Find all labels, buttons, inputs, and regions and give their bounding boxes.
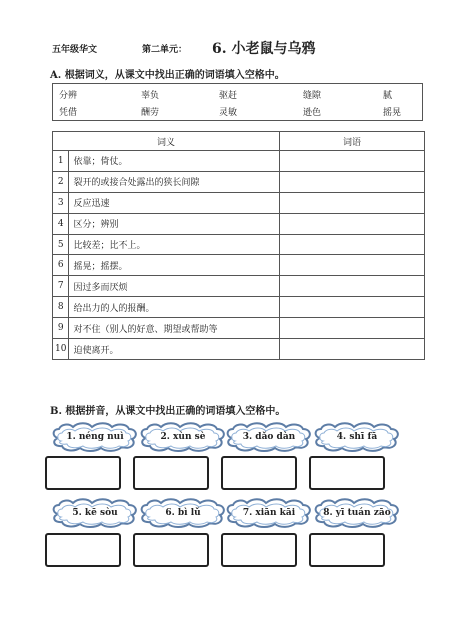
pinyin-cloud xyxy=(50,498,140,528)
answer-box[interactable] xyxy=(45,533,121,567)
word-bank-item: 缝隙 xyxy=(303,91,322,101)
answer-cell[interactable] xyxy=(280,171,425,192)
row-number: 4 xyxy=(53,213,69,234)
table-row xyxy=(53,255,425,276)
answer-cell[interactable] xyxy=(280,276,425,297)
answer-box[interactable] xyxy=(133,533,209,567)
meaning-header: 词义 xyxy=(53,132,280,151)
word-bank-item: 驱赶 xyxy=(219,91,238,101)
word-bank-item: 灵敏 xyxy=(219,108,238,118)
answer-cell[interactable] xyxy=(280,318,425,339)
pinyin-cloud xyxy=(224,422,314,452)
word-bank-item: 逊色 xyxy=(303,108,322,118)
answer-box[interactable] xyxy=(309,456,385,490)
pinyin-label: 1. néng nuì xyxy=(66,432,124,442)
table-row xyxy=(53,234,425,255)
word-bank xyxy=(52,83,423,121)
pinyin-cloud xyxy=(138,498,228,528)
answer-box[interactable] xyxy=(309,533,385,567)
definition-table xyxy=(52,131,425,360)
row-number: 2 xyxy=(53,171,69,192)
pinyin-label: 7. xiān kāi xyxy=(242,508,296,518)
row-number: 9 xyxy=(53,318,69,339)
answer-cell[interactable] xyxy=(280,255,425,276)
pinyin-cloud xyxy=(224,498,314,528)
answer-cell[interactable] xyxy=(280,151,425,172)
section-b-instruction: B. 根据拼音，从课文中找出正确的词语填入空格中。 xyxy=(50,406,286,417)
row-meaning: 反应迅速 xyxy=(69,192,280,213)
unit-label: 第二单元： xyxy=(142,45,188,55)
row-number: 1 xyxy=(53,151,69,172)
table-header-row xyxy=(53,132,425,151)
table-row xyxy=(53,213,425,234)
pinyin-label: 6. bì lǔ xyxy=(165,508,201,518)
row-meaning: 给出力的人的报酬。 xyxy=(69,297,280,318)
answer-cell[interactable] xyxy=(280,297,425,318)
lesson-title: 6. 小老鼠与乌鸦 xyxy=(212,41,316,57)
word-bank-item: 酬劳 xyxy=(141,108,160,118)
word-header: 词语 xyxy=(280,132,425,151)
word-bank-item: 摇晃 xyxy=(383,108,402,118)
table-row xyxy=(53,318,425,339)
row-meaning: 依靠；倚仗。 xyxy=(69,151,280,172)
table-row xyxy=(53,151,425,172)
row-number: 5 xyxy=(53,234,69,255)
row-number: 6 xyxy=(53,255,69,276)
answer-box[interactable] xyxy=(221,533,297,567)
row-number: 10 xyxy=(53,339,69,360)
answer-cell[interactable] xyxy=(280,213,425,234)
table-row xyxy=(53,276,425,297)
answer-box[interactable] xyxy=(133,456,209,490)
answer-box[interactable] xyxy=(221,456,297,490)
pinyin-cloud xyxy=(138,422,228,452)
word-bank-item: 腻 xyxy=(383,91,393,101)
word-bank-item: 凭借 xyxy=(59,108,78,118)
row-meaning: 比较差；比不上。 xyxy=(69,234,280,255)
answer-box[interactable] xyxy=(45,456,121,490)
row-number: 3 xyxy=(53,192,69,213)
pinyin-cloud xyxy=(50,422,140,452)
pinyin-label: 4. shī fā xyxy=(336,432,378,442)
table-row xyxy=(53,171,425,192)
answer-cell[interactable] xyxy=(280,192,425,213)
section-a-instruction: A. 根据词义，从课文中找出正确的词语填入空格中。 xyxy=(50,70,285,81)
table-row xyxy=(53,192,425,213)
row-meaning: 对不住（别人的好意、期望或帮助等 xyxy=(69,318,280,339)
table-row xyxy=(53,339,425,360)
row-number: 7 xyxy=(53,276,69,297)
word-bank-item: 分辨 xyxy=(59,91,78,101)
worksheet-header xyxy=(52,38,432,58)
row-meaning: 因过多而厌烦 xyxy=(69,276,280,297)
row-meaning: 迫使离开。 xyxy=(69,339,280,360)
pinyin-cloud xyxy=(312,498,402,528)
table-row xyxy=(53,297,425,318)
answer-cell[interactable] xyxy=(280,234,425,255)
pinyin-label: 2. xùn sè xyxy=(160,432,206,442)
row-meaning: 裂开的或接合处露出的狭长间隙 xyxy=(69,171,280,192)
row-meaning: 摇晃；摇摆。 xyxy=(69,255,280,276)
word-bank-item: 辜负 xyxy=(141,91,160,101)
pinyin-label: 5. kē sòu xyxy=(72,508,118,518)
row-number: 8 xyxy=(53,297,69,318)
pinyin-label: 8. yī tuán zāo xyxy=(323,508,391,518)
row-meaning: 区分；辨别 xyxy=(69,213,280,234)
answer-cell[interactable] xyxy=(280,339,425,360)
pinyin-cloud xyxy=(312,422,402,452)
grade-label: 五年级华文 xyxy=(52,45,98,55)
pinyin-label: 3. dǎo dàn xyxy=(242,432,296,442)
